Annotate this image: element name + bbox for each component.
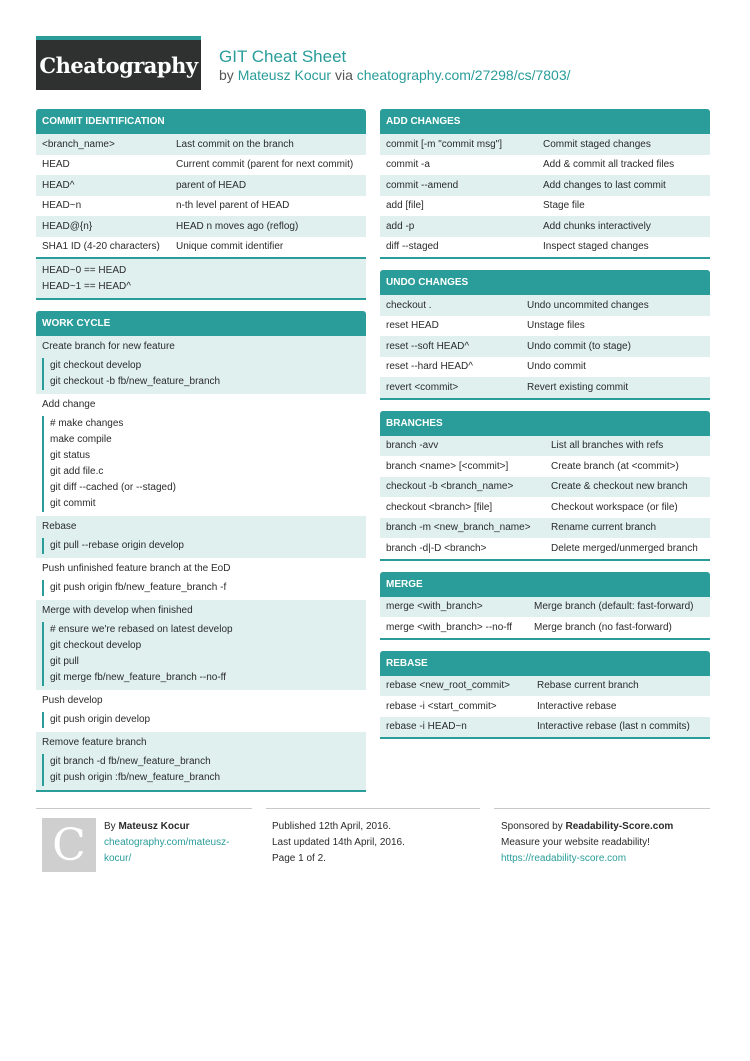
code-block (42, 754, 360, 786)
command-cell: rebase -i <start_commit> (386, 700, 497, 712)
command-cell: branch -m <new_branch_name> (386, 522, 531, 534)
byline: by Mateusz Kocur via cheatography.com/27298/cs/7803/ (219, 67, 571, 83)
table-row (36, 196, 366, 217)
table-row (380, 295, 710, 316)
command-cell: rebase <new_root_commit> (386, 680, 510, 692)
code-line: git status (50, 450, 91, 461)
command-cell: commit -a (386, 159, 430, 171)
note-line: HEAD~1 == HEAD^ (42, 281, 131, 292)
step-label: Merge with develop when finished (42, 605, 193, 616)
table-row (380, 175, 710, 196)
code-block (42, 580, 360, 596)
section-title: REBASE (380, 651, 710, 676)
add-changes-section (380, 109, 710, 259)
description-cell: n-th level parent of HEAD (176, 200, 290, 212)
description-cell: Delete merged/unmerged branch (551, 542, 698, 554)
sponsor-name: Readability-Score.com (565, 821, 674, 832)
command-cell: checkout . (386, 299, 432, 311)
command-cell: branch <name> [<commit>] (386, 460, 509, 472)
description-cell: Commit staged changes (543, 138, 651, 150)
command-cell: <branch_name> (42, 138, 115, 150)
right-column (380, 109, 710, 750)
footer-author: By Mateusz Kocur cheatography.com/mateusz- kocur/ (104, 819, 254, 867)
table-row (380, 196, 710, 217)
description-cell: Revert existing commit (527, 381, 629, 393)
work-cycle-step (36, 732, 366, 790)
author-profile-link[interactable]: cheatography.com/mateusz- (104, 837, 230, 848)
table-row (380, 436, 710, 457)
merge-section (380, 572, 710, 640)
cheatography-logo[interactable]: Cheatography (36, 36, 201, 90)
table-row (380, 377, 710, 398)
description-cell: parent of HEAD (176, 179, 247, 191)
code-line: git diff --cached (or --staged) (50, 482, 176, 493)
code-line: git checkout develop (50, 360, 142, 371)
description-cell: Checkout workspace (or file) (551, 501, 678, 513)
table-row (380, 237, 710, 258)
work-cycle-step (36, 336, 366, 394)
sponsor-tagline: Measure your website readability! (501, 837, 650, 848)
table-row (380, 676, 710, 697)
description-cell: Add & commit all tracked files (543, 159, 675, 171)
command-cell: add [file] (386, 200, 424, 212)
command-cell: add -p (386, 220, 415, 232)
command-cell: merge <with_branch> (386, 601, 483, 613)
footer-divider (266, 808, 480, 809)
sponsor-link[interactable]: https://readability-score.com (501, 853, 627, 864)
code-line: git pull --rebase origin develop (50, 540, 184, 551)
work-cycle-step (36, 558, 366, 600)
updated-date: Last updated 14th April, 2016. (272, 837, 405, 848)
commit-identification-notes (36, 257, 366, 298)
command-cell: branch -avv (386, 440, 439, 452)
code-line: git branch -d fb/new_feature_branch (50, 756, 211, 767)
branches-section (380, 411, 710, 561)
code-block (42, 538, 360, 554)
table-row (380, 518, 710, 539)
command-cell: revert <commit> (386, 381, 459, 393)
code-block (42, 712, 360, 728)
command-cell: HEAD@{n} (42, 220, 93, 232)
command-cell: HEAD (42, 159, 70, 171)
command-cell: HEAD~n (42, 200, 82, 212)
work-cycle-list (36, 336, 366, 790)
command-cell: reset --soft HEAD^ (386, 340, 470, 352)
table-row (36, 237, 366, 258)
code-block (42, 622, 360, 686)
table-row (380, 155, 710, 176)
table-row (380, 357, 710, 378)
section-title: COMMIT IDENTIFICATION (36, 109, 366, 134)
table-row (380, 538, 710, 559)
description-cell: Undo commit (to stage) (527, 340, 631, 352)
table-row (380, 134, 710, 155)
table-row (36, 216, 366, 237)
description-cell: Create branch (at <commit>) (551, 460, 679, 472)
table-row (36, 155, 366, 176)
command-cell: checkout -b <branch_name> (386, 481, 514, 493)
description-cell: Merge branch (default: fast-forward) (534, 601, 694, 613)
code-line: make compile (50, 434, 112, 445)
description-cell: Unstage files (527, 320, 585, 332)
code-line: # make changes (50, 418, 124, 429)
note-line: HEAD~0 == HEAD (42, 265, 127, 276)
description-cell: Inspect staged changes (543, 241, 649, 253)
code-line: git pull (50, 656, 79, 667)
work-cycle-step (36, 600, 366, 690)
avatar[interactable]: C (42, 818, 96, 872)
undo-changes-section (380, 270, 710, 400)
table-row (380, 497, 710, 518)
page-title: GIT Cheat Sheet (219, 47, 347, 66)
footer-divider (36, 808, 252, 809)
code-line: git add file.c (50, 466, 104, 477)
command-cell: rebase -i HEAD~n (386, 721, 467, 733)
description-cell: HEAD n moves ago (reflog) (176, 220, 299, 232)
command-cell: HEAD^ (42, 179, 75, 191)
section-title: BRANCHES (380, 411, 710, 436)
section-title: ADD CHANGES (380, 109, 710, 134)
code-block (42, 358, 360, 390)
code-line: git checkout develop (50, 640, 142, 651)
left-column (36, 109, 366, 803)
command-cell: diff --staged (386, 241, 439, 253)
section-title: UNDO CHANGES (380, 270, 710, 295)
work-cycle-section (36, 311, 366, 792)
footer-divider (494, 808, 710, 809)
table-row (380, 216, 710, 237)
description-cell: Current commit (parent for next commit) (176, 159, 354, 171)
step-label: Create branch for new feature (42, 341, 175, 352)
code-line: git merge fb/new_feature_branch --no-ff (50, 672, 227, 683)
step-label: Rebase (42, 521, 77, 532)
work-cycle-step (36, 394, 366, 516)
description-cell: Create & checkout new branch (551, 481, 688, 493)
work-cycle-step (36, 516, 366, 558)
table-row (36, 175, 366, 196)
author-link[interactable]: Mateusz Kocur (237, 67, 332, 83)
command-cell: commit [-m "commit msg"] (386, 138, 502, 150)
command-cell: SHA1 ID (4-20 characters) (42, 241, 160, 253)
table-row (380, 597, 710, 618)
published-date: Published 12th April, 2016. (272, 821, 391, 832)
command-cell: checkout <branch> [file] (386, 501, 493, 513)
table-row (380, 316, 710, 337)
sheet-url-link[interactable]: cheatography.com/27298/cs/7803/ (356, 67, 571, 83)
command-cell: reset --hard HEAD^ (386, 361, 473, 373)
description-cell: Last commit on the branch (176, 138, 294, 150)
table-row (380, 717, 710, 738)
command-cell: branch -d|-D <branch> (386, 542, 487, 554)
description-cell: List all branches with refs (551, 440, 664, 452)
description-cell: Undo uncommited changes (527, 299, 649, 311)
step-label: Push develop (42, 695, 103, 706)
description-cell: Rebase current branch (537, 680, 639, 692)
command-cell: reset HEAD (386, 320, 439, 332)
description-cell: Interactive rebase (537, 700, 617, 712)
description-cell: Add chunks interactively (543, 220, 651, 232)
description-cell: Stage file (543, 200, 585, 212)
description-cell: Merge branch (no fast-forward) (534, 621, 672, 633)
code-line: git push origin :fb/new_feature_branch (50, 772, 221, 783)
code-line: git commit (50, 498, 96, 509)
description-cell: Undo commit (527, 361, 586, 373)
section-title: MERGE (380, 572, 710, 597)
commit-identification-section (36, 109, 366, 300)
code-line: git checkout -b fb/new_feature_branch (50, 376, 221, 387)
command-cell: merge <with_branch> --no-ff (386, 621, 512, 633)
section-title: WORK CYCLE (36, 311, 366, 336)
command-cell: commit --amend (386, 179, 459, 191)
table-row (380, 617, 710, 638)
work-cycle-step (36, 690, 366, 732)
table-row (380, 336, 710, 357)
step-label: Remove feature branch (42, 737, 147, 748)
description-cell: Rename current branch (551, 522, 657, 534)
author-profile-link-cont[interactable]: kocur/ (104, 853, 132, 864)
table-row (380, 456, 710, 477)
code-line: git push origin develop (50, 714, 151, 725)
table-row (36, 134, 366, 155)
page-number: Page 1 of 2. (272, 853, 326, 864)
footer-dates (272, 819, 405, 867)
step-label: Push unfinished feature branch at the EoD (42, 563, 231, 574)
table-row (380, 477, 710, 498)
code-line: git push origin fb/new_feature_branch -f (50, 582, 227, 593)
footer-sponsor: Sponsored by Readability-Score.com Measure your website readability! https://readability-score.com (501, 819, 673, 867)
code-line: # ensure we're rebased on latest develop (50, 624, 233, 635)
table-row (380, 696, 710, 717)
description-cell: Unique commit identifier (176, 241, 284, 253)
step-label: Add change (42, 399, 96, 410)
description-cell: Interactive rebase (last n commits) (537, 721, 690, 733)
code-block (42, 416, 360, 512)
footer-author-name: Mateusz Kocur (118, 821, 190, 832)
description-cell: Add changes to last commit (543, 179, 666, 191)
rebase-section (380, 651, 710, 740)
